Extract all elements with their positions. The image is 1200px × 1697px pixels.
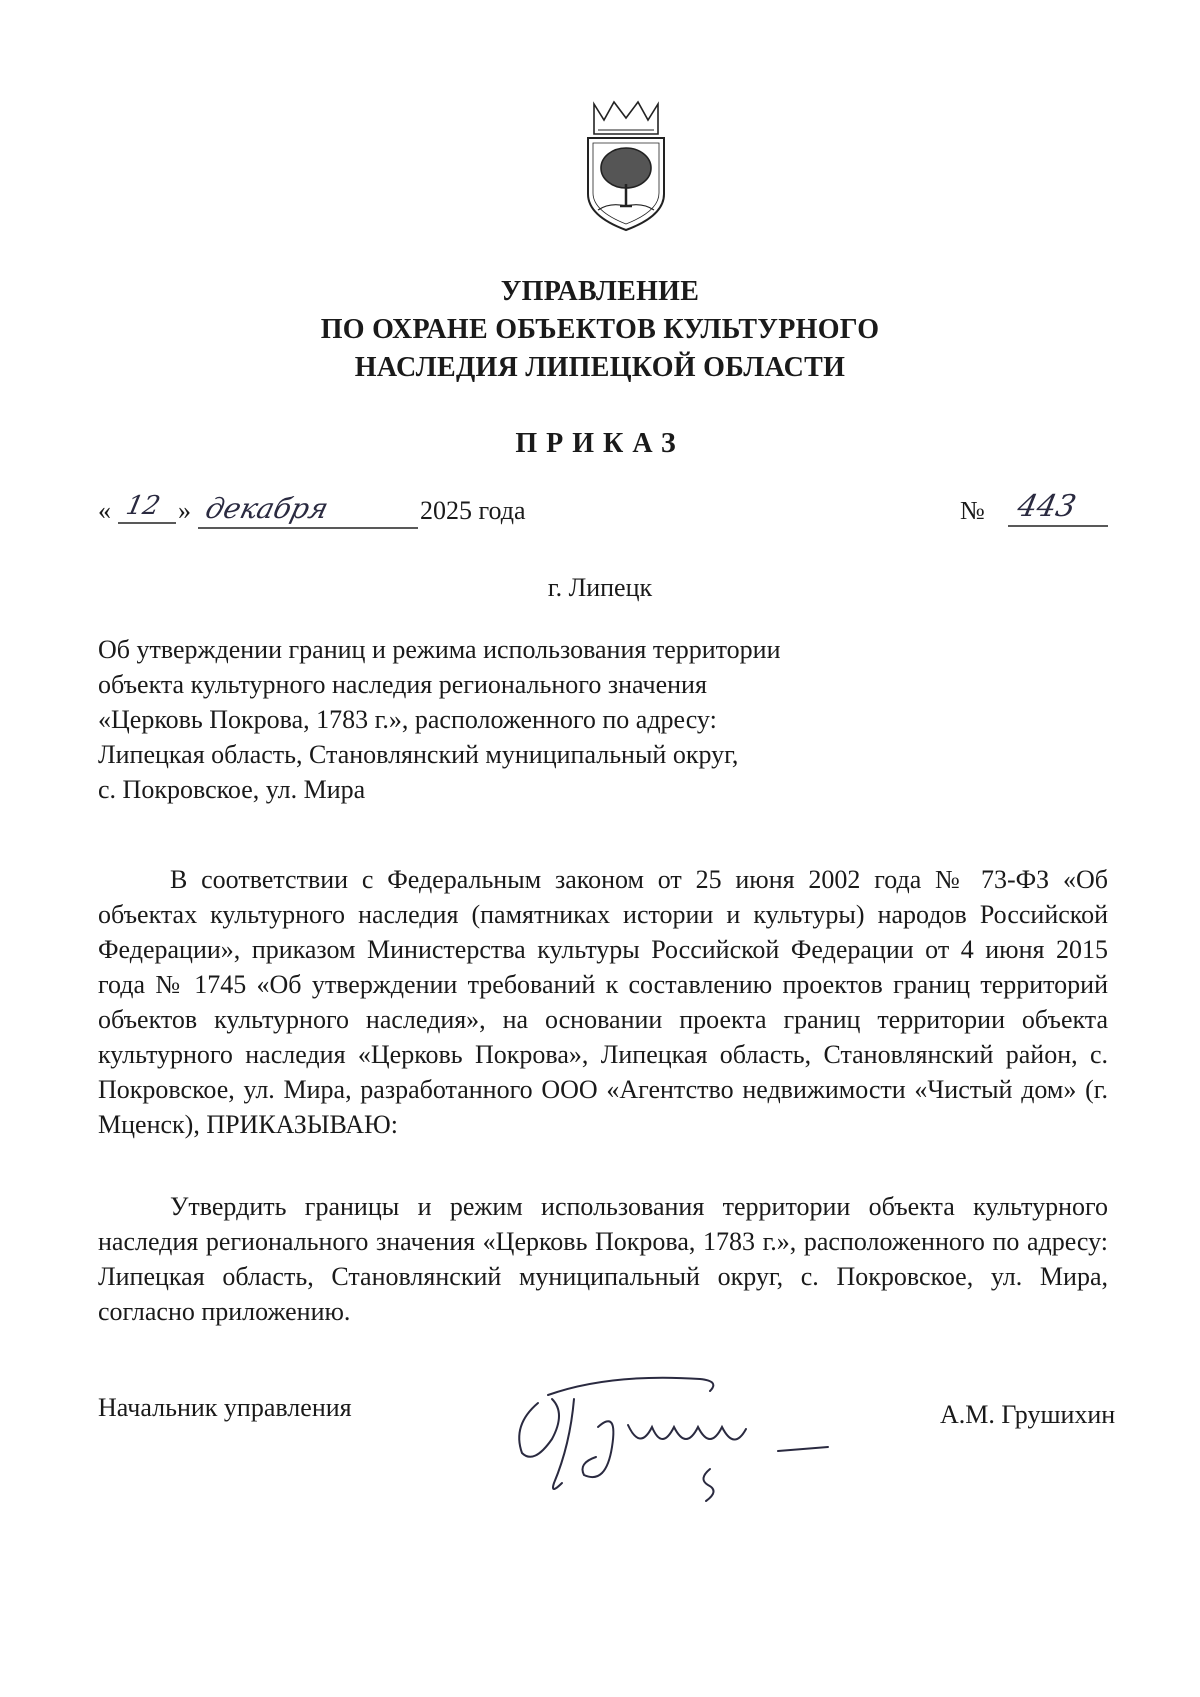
subject-line: объекта культурного наследия регионального значения: [98, 670, 707, 699]
city: г. Липецк: [547, 573, 653, 602]
date-year: 2025 года: [420, 496, 526, 525]
subject-line: Об утверждении границ и режима использования территории: [98, 635, 781, 664]
document-type-title: ПРИКАЗ: [515, 428, 685, 459]
svg-text:декабря: декабря: [202, 492, 332, 525]
coat-of-arms-icon: [580, 98, 672, 236]
signatory-position: Начальник управления: [98, 1393, 352, 1422]
handwritten-number: [1008, 488, 1108, 532]
subject-line: с. Покровское, ул. Мира: [98, 775, 366, 804]
org-name-line-3: НАСЛЕДИЯ ЛИПЕЦКОЙ ОБЛАСТИ: [354, 352, 846, 383]
order-subject: [98, 632, 918, 807]
subject-line: Липецкая область, Становлянский муниципальный округ,: [98, 740, 739, 769]
preamble-paragraph: В соответствии с Федеральным законом от 25 июня 2002 года № 73-ФЗ «Об объектах культурного наследия (памятниках истории и культуры) народов Российской Федерации», приказом Министерства культуры Российской Федерации от 4 июня 2015 года № 1745 «Об утверждении требований к составлению проектов границ территорий объектов культурного наследия», на основании проекта границ территории объекта культурного наследия «Церковь Покрова», Липецкая область, Становлянский район, с. Покровское, ул. Мира, разработанного ООО «Агентство недвижимости «Чистый дом» (г. Мценск), ПРИКАЗЫВАЮ:: [98, 865, 1108, 1139]
order-date: [98, 490, 1108, 540]
subject-line: «Церковь Покрова, 1783 г.», расположенного по адресу:: [98, 705, 717, 734]
date-close-quote: »: [178, 496, 191, 525]
svg-text:12: 12: [123, 491, 163, 521]
number-sign: №: [960, 496, 985, 525]
handwritten-signature: [500, 1355, 900, 1505]
org-name-line-2: ПО ОХРАНЕ ОБЪЕКТОВ КУЛЬТУРНОГО: [320, 314, 880, 345]
order-paragraph: Утвердить границы и режим использования территории объекта культурного наследия регионального значения «Церковь Покрова, 1783 г.», расположенного по адресу: Липецкая область, Становлянский муниципальный округ, с. Покровское, ул. Мира, согласно приложению.: [98, 1192, 1108, 1326]
org-name-line-1: УПРАВЛЕНИЕ: [500, 276, 700, 307]
handwritten-month: [198, 486, 418, 536]
signatory-name: А.М. Грушихин: [940, 1400, 1116, 1429]
svg-text:443: 443: [1014, 489, 1079, 524]
order-number: [960, 489, 1110, 540]
handwritten-day: [118, 490, 176, 530]
date-open-quote: «: [98, 496, 111, 525]
